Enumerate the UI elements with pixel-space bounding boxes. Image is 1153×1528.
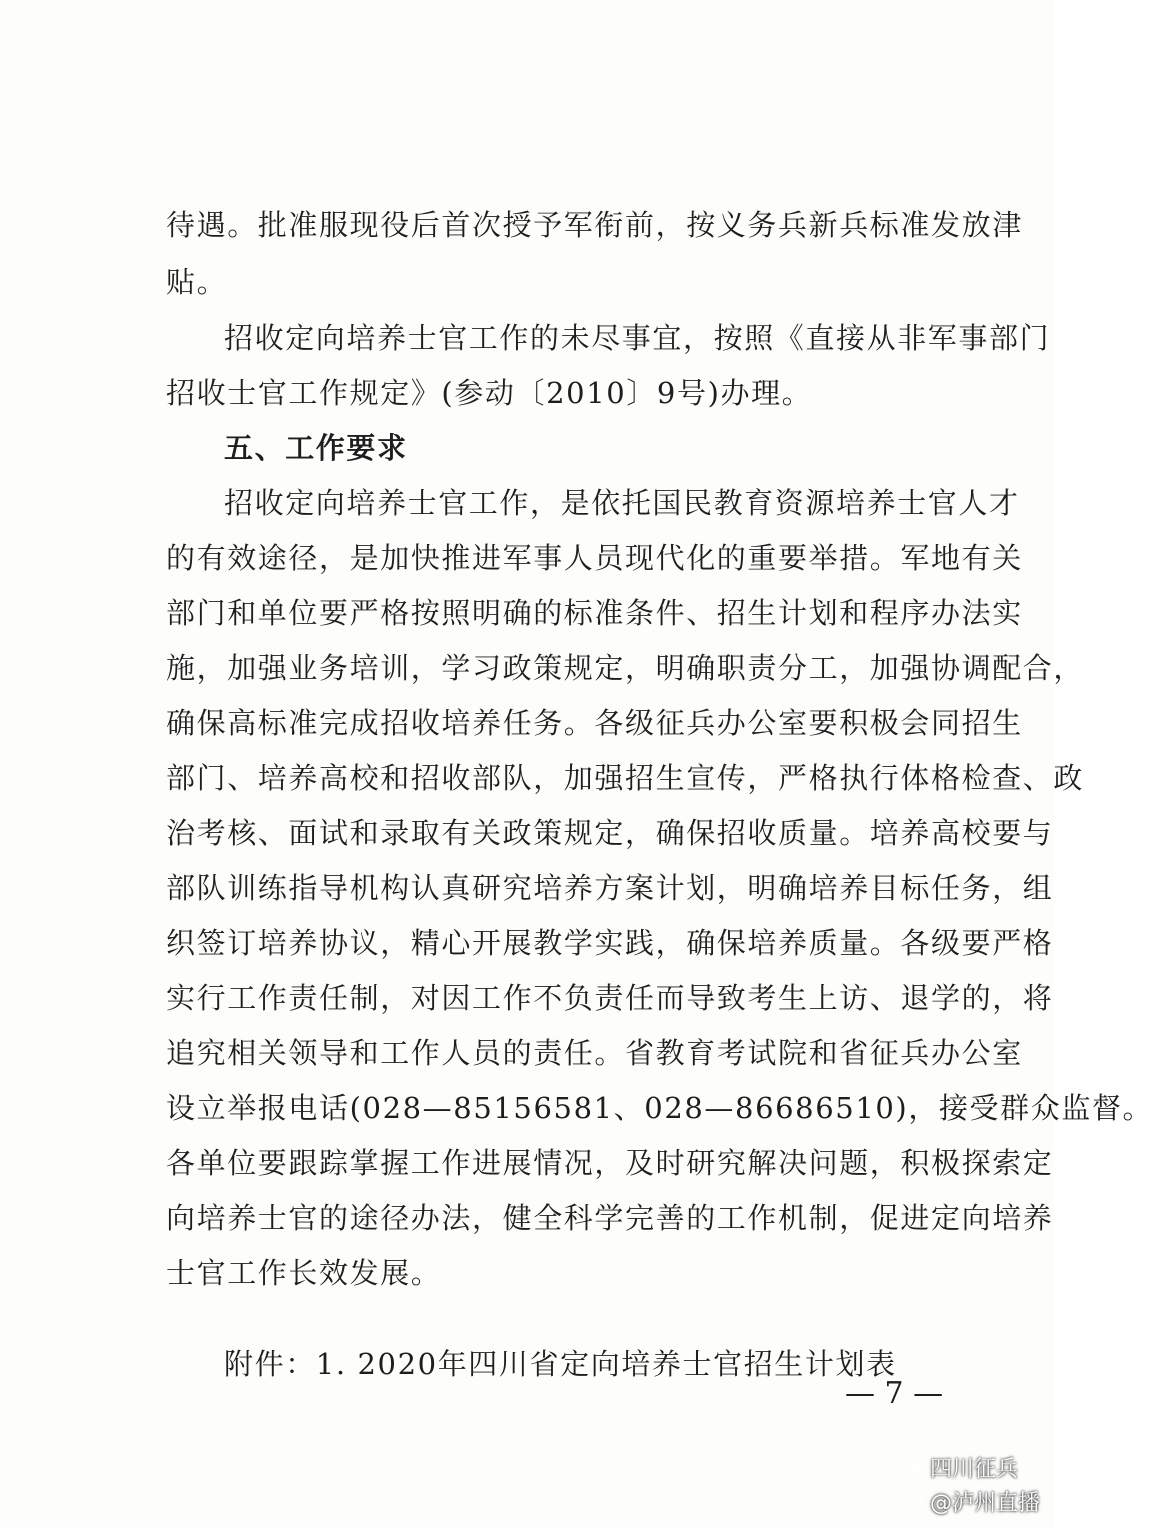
paragraph-line: 的有效途径，是加快推进军事人员现代化的重要举措。军地有关 <box>166 541 1023 575</box>
paragraph-line: 招收定向培养士官工作，是依托国民教育资源培养士官人才 <box>224 486 1020 520</box>
attachment-line: 附件：1. 2020年四川省定向培养士官招生计划表 <box>224 1347 897 1381</box>
watermark-handle: @泸州直播 <box>930 1490 1041 1516</box>
paragraph-line: 追究相关领导和工作人员的责任。省教育考试院和省征兵办公室 <box>166 1036 1023 1070</box>
paragraph-line: 治考核、面试和录取有关政策规定，确保招收质量。培养高校要与 <box>166 816 1054 850</box>
section-heading: 五、工作要求 <box>224 431 408 465</box>
watermark-account: 四川征兵 <box>930 1456 1019 1482</box>
paragraph-line: 贴。 <box>166 265 228 299</box>
page-number: — 7 — <box>845 1376 944 1411</box>
paragraph-line: 招收定向培养士官工作的未尽事宜，按照《直接从非军事部门 <box>224 321 1051 355</box>
paragraph-line: 部队训练指导机构认真研究培养方案计划，明确培养目标任务，组 <box>166 871 1054 905</box>
paragraph-line: 施，加强业务培训，学习政策规定，明确职责分工，加强协调配合， <box>166 651 1085 685</box>
paragraph-line: 确保高标准完成招收培养任务。各级征兵办公室要积极会同招生 <box>166 706 1023 740</box>
paragraph-line: 待遇。批准服现役后首次授予军衔前，按义务兵新兵标准发放津 <box>166 208 1023 242</box>
wechat-icon <box>900 1454 926 1480</box>
watermark <box>900 1450 1050 1522</box>
weibo-icon <box>900 1488 926 1514</box>
paragraph-line: 招收士官工作规定》(参动〔2010〕9号)办理。 <box>166 376 813 410</box>
paragraph-line: 实行工作责任制，对因工作不负责任而导致考生上访、退学的，将 <box>166 981 1054 1015</box>
paragraph-line: 织签订培养协议，精心开展教学实践，确保培养质量。各级要严格 <box>166 926 1054 960</box>
paragraph-line: 士官工作长效发展。 <box>166 1256 442 1290</box>
paragraph-line: 各单位要跟踪掌握工作进展情况，及时研究解决问题，积极探索定 <box>166 1146 1054 1180</box>
paragraph-line: 设立举报电话(028—85156581、028—86686510)，接受群众监督。 <box>166 1091 1153 1125</box>
paragraph-line: 部门、培养高校和招收部队，加强招生宣传，严格执行体格检查、政 <box>166 761 1085 795</box>
paragraph-line: 部门和单位要严格按照明确的标准条件、招生计划和程序办法实 <box>166 596 1023 630</box>
paragraph-line: 向培养士官的途径办法，健全科学完善的工作机制，促进定向培养 <box>166 1201 1054 1235</box>
